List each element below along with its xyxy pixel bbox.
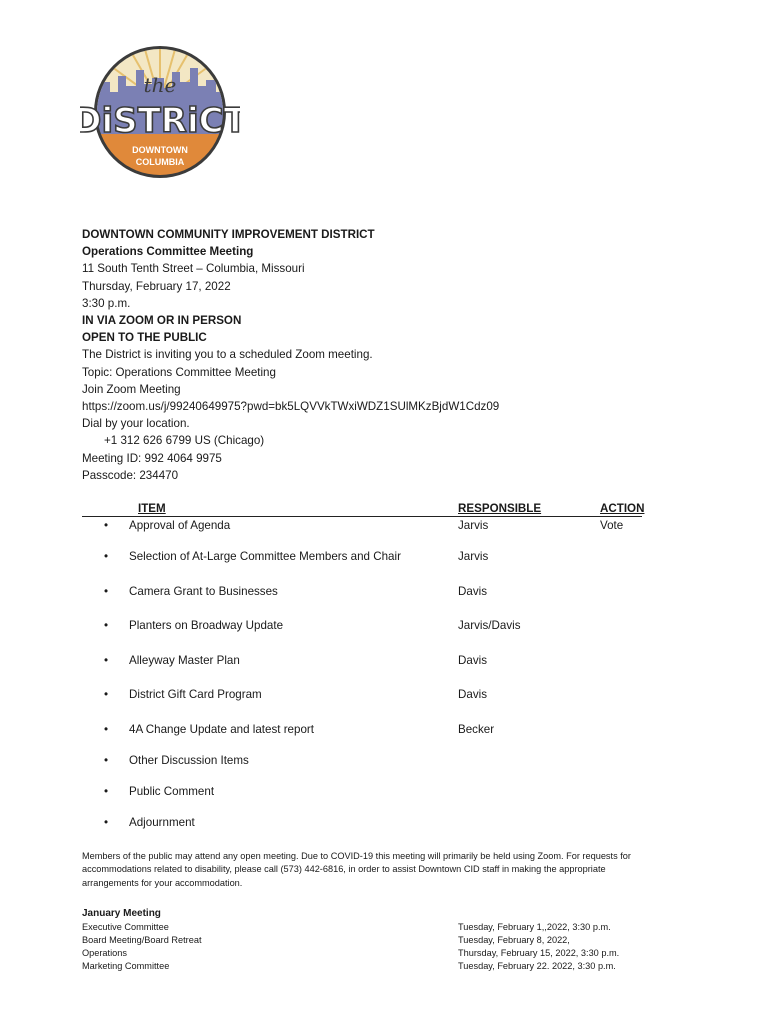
logo-columbia-text: COLUMBIA [135, 157, 185, 167]
agenda-row [82, 723, 662, 739]
agenda-row [82, 654, 662, 670]
schedule-name: Marketing Committee [82, 961, 170, 971]
zoom-invite: The District is inviting you to a scheduled Zoom meeting. [82, 348, 373, 362]
zoom-url-link[interactable]: https://zoom.us/j/99240649975?pwd=bk5LQVVkTWxiWDZ1SUlMKzBjdW1Cdz09 [82, 400, 500, 414]
meeting-header [82, 226, 682, 484]
notice-line: arrangements for your accommodation. [82, 877, 243, 888]
agenda-responsible: Jarvis/Davis [458, 619, 521, 632]
bullet: • [104, 654, 109, 667]
schedule-name: Board Meeting/Board Retreat [82, 935, 202, 945]
agenda-item: Alleyway Master Plan [129, 654, 240, 667]
agenda-responsible: Becker [458, 723, 495, 736]
column-header-action: ACTION [600, 502, 645, 515]
bullet: • [104, 754, 109, 767]
dial-label: Dial by your location. [82, 417, 190, 431]
meeting-mode: IN VIA ZOOM OR IN PERSON [82, 314, 242, 328]
logo-the-text: the [143, 73, 177, 97]
bullet: • [104, 785, 109, 798]
bullet: • [104, 619, 109, 632]
agenda-row [82, 585, 662, 601]
agenda-item: Camera Grant to Businesses [129, 585, 278, 598]
schedule-name: Operations [82, 948, 127, 958]
district-logo-graphic [80, 42, 240, 182]
agenda-row [82, 619, 662, 635]
agenda-responsible: Davis [458, 688, 487, 701]
schedule-when: Tuesday, February 1,,2022, 3:30 p.m. [458, 922, 611, 932]
agenda-item: Approval of Agenda [129, 519, 231, 532]
agenda-row [82, 785, 662, 801]
schedule-when: Tuesday, February 8, 2022, [458, 935, 570, 945]
agenda-action: Vote [600, 519, 624, 532]
meeting-title: Operations Committee Meeting [82, 245, 254, 259]
district-logo [80, 42, 240, 182]
meeting-time: 3:30 p.m. [82, 296, 131, 310]
meeting-schedule [82, 907, 682, 973]
schedule-name: Executive Committee [82, 922, 169, 932]
schedule-title: January Meeting [82, 908, 161, 919]
agenda-row [82, 550, 662, 566]
public-notice: OPEN TO THE PUBLIC [82, 331, 207, 345]
zoom-topic: Topic: Operations Committee Meeting [82, 365, 276, 379]
agenda-responsible: Davis [458, 585, 487, 598]
agenda-table-header [82, 502, 645, 517]
bullet: • [104, 550, 109, 563]
agenda-item: Adjournment [129, 816, 195, 829]
logo-district-text: DiSTRiCT [80, 101, 240, 141]
agenda-row [82, 816, 662, 832]
bullet: • [104, 723, 109, 736]
agenda-row [82, 754, 662, 770]
agenda-item: Planters on Broadway Update [129, 619, 284, 632]
agenda-item: Public Comment [129, 785, 215, 798]
meeting-date: Thursday, February 17, 2022 [82, 279, 231, 293]
schedule-when: Tuesday, February 22. 2022, 3:30 p.m. [458, 961, 616, 971]
column-header-responsible: RESPONSIBLE [458, 502, 542, 515]
agenda-responsible: Davis [458, 654, 487, 667]
meeting-passcode: Passcode: 234470 [82, 468, 179, 482]
bullet: • [104, 816, 109, 829]
zoom-join-label: Join Zoom Meeting [82, 382, 181, 396]
agenda-item: Other Discussion Items [129, 754, 249, 767]
logo-downtown-text: DOWNTOWN [132, 145, 188, 155]
schedule-when: Thursday, February 15, 2022, 3:30 p.m. [458, 948, 620, 958]
notice-line: Members of the public may attend any open meeting. Due to COVID-19 this meeting will primarily be held using Zoom. For requests for [82, 851, 631, 861]
meeting-id: Meeting ID: 992 4064 9975 [82, 451, 222, 465]
agenda-row [82, 688, 662, 704]
schedule-row [82, 960, 682, 973]
agenda-item: Selection of At-Large Committee Members and Chair [129, 550, 401, 563]
bullet: • [104, 688, 109, 701]
agenda-item: 4A Change Update and latest report [129, 723, 314, 736]
schedule-row [82, 934, 682, 947]
notice-line: accommodations related to disability, please call (573) 442-6816, in order to assist Downtown CID staff in making the appropriate [82, 864, 606, 875]
agenda-responsible: Jarvis [458, 519, 489, 532]
dial-phone: +1 312 626 6799 US (Chicago) [104, 434, 265, 448]
schedule-row [82, 947, 682, 960]
agenda-responsible: Jarvis [458, 550, 489, 563]
bullet: • [104, 519, 109, 532]
org-name: DOWNTOWN COMMUNITY IMPROVEMENT DISTRICT [82, 228, 375, 241]
column-header-item: ITEM [138, 502, 166, 515]
accommodation-notice [82, 850, 682, 890]
meeting-address: 11 South Tenth Street – Columbia, Missouri [82, 262, 305, 276]
schedule-row [82, 921, 682, 934]
agenda-item: District Gift Card Program [129, 688, 262, 701]
agenda-row [82, 519, 662, 535]
bullet: • [104, 585, 109, 598]
